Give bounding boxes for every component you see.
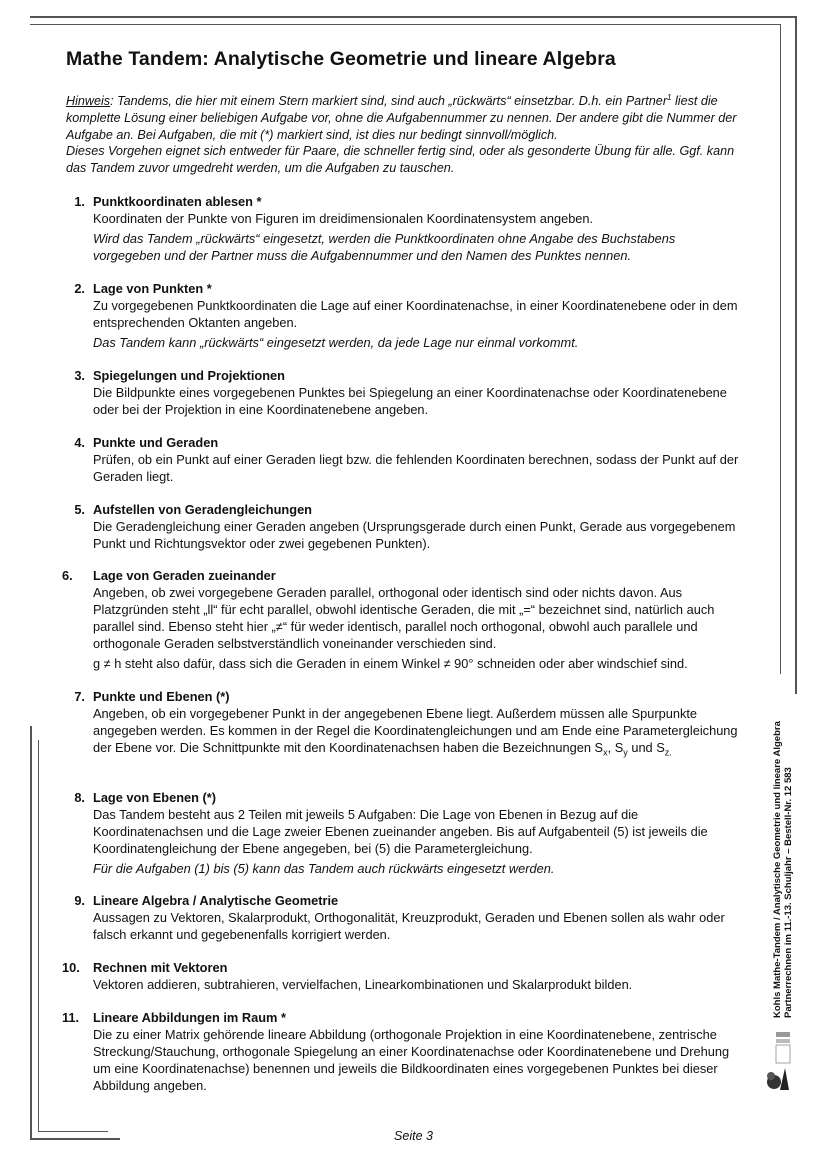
list-item [62,1009,746,1094]
hinweis-label: Hinweis [66,94,111,109]
item-description: Aussagen zu Vektoren, Skalarprodukt, Orthogonalität, Kreuzprodukt, Geraden und Ebenen sollen als wahr oder falsch erkannt und gegebenenfalls korrigiert werden. [93,910,725,942]
item-description: Das Tandem besteht aus 2 Teilen mit jeweils 5 Aufgaben: Die Lage von Ebenen in Bezug auf die Koordinatenachsen und die Lage zweier Ebenen zueinander angeben. Bis auf Aufgabenteil (5) ist jeweils die Koordinatengleichung der Ebene angegeben, bei (5) die Parametergleichung. [93,807,708,856]
item-heading: Lineare Algebra / Analytische Geometrie [93,893,339,908]
list-item [66,434,746,485]
item-number: 6. [62,568,73,583]
item-heading: Punktkoordinaten ablesen * [93,194,262,209]
item-description-text: Angeben, ob ein vorgegebener Punkt in der angegebenen Ebene liegt. Außerdem müssen alle Spurpunkte angegeben werden. Es kommen in der Regel die Koordinatengleichungen und am Ende eine Parametergleichung der Ebene vor. Die Schnittpunkte mit den Koordinatenachsen haben die Bezeichnungen S [93,706,738,755]
frame-top-line [30,16,796,18]
item-number: 4. [74,435,85,450]
item-note: Für die Aufgaben (1) bis (5) kann das Tandem auch rückwärts eingesetzt werden. [93,861,555,876]
item-description: Angeben, ob zwei vorgegebene Geraden parallel, orthogonal oder identisch sind oder nichts davon. Aus Platzgründen steht „ll“ für echt parallel, obwohl identische Geraden, die mit „=“ bezeichnet sind, natürlich auch parallel sind. Ebenso steht hier „≠“ für weder identisch, parallel noch orthogonal, obwohl auch parallele und orthogonale Geraden selbstverständlich voneinander verschieden sind. [93,585,715,651]
item-heading: Rechnen mit Vektoren [93,960,228,975]
item-number: 5. [74,502,85,517]
item-heading: Aufstellen von Geradengleichungen [93,502,313,517]
frame-top-line-inner [30,24,780,25]
item-number: 3. [74,368,85,383]
item-description: Koordinaten der Punkte von Figuren im dreidimensionalen Koordinatensystem angeben. [93,211,594,226]
item-heading: Lage von Punkten * [93,281,212,296]
separator: , S [607,740,624,755]
page-number: Seite 3 [394,1129,433,1143]
list-item [66,501,746,552]
item-note: Das Tandem kann „rückwärts“ eingesetzt werden, da jede Lage nur einmal vorkommt. [93,335,579,350]
footnote-marker: 1 [667,93,672,102]
item-description: Prüfen, ob ein Punkt auf einer Geraden liegt bzw. die fehlenden Koordinaten berechnen, sodass der Punkt auf der Geraden liegt. [93,452,739,484]
publisher-info-line-2: Partnerrechnen im 11.-13. Schuljahr – Bestell-Nr. 12 583 [783,767,794,1018]
frame-right-line [795,16,797,694]
intro-paragraph-2: Dieses Vorgehen eignet sich entweder für Paare, die schneller fertig sind, oder als gesonderte Übung für alle. Ggf. kann das Tandem zuvor umgedreht werden, um die Aufgaben zu tauschen. [66,144,735,175]
item-description: Die Bildpunkte eines vorgegebenen Punktes bei Spiegelung an einer Koordinatenachse oder Koordinatenebene oder bei der Projektion in eine Koordinatenebene angeben. [93,385,727,417]
item-heading: Lage von Ebenen (*) [93,790,217,805]
publisher-info [772,708,794,1018]
item-number: 7. [74,689,85,704]
item-number: 11. [62,1010,80,1025]
item-heading: Punkte und Ebenen (*) [93,689,230,704]
list-item [62,567,746,672]
period: . [669,747,672,758]
item-number: 9. [74,893,85,908]
frame-left-line [30,726,32,1139]
publisher-info-line-1: Kohls Mathe-Tandem / Analytische Geometrie und lineare Algebra [772,721,783,1018]
item-description: Die Geradengleichung einer Geraden angeben (Ursprungsgerade durch einen Punkt, Gerade aus vorgegebenem Punkt und Richtungsvektor oder zwei gegebenen Punkten). [93,519,736,551]
item-number: 1. [74,194,85,209]
list-item [66,688,746,762]
list-item [66,280,746,351]
item-description: Die zu einer Matrix gehörende lineare Abbildung (orthogonale Projektion in eine Koordinatenebene, zentrische Streckung/Stauchung, orthogonale Spiegelung an einer Koordinatenachse oder Koordinatenebene und Drehung um eine Koordinatenachse) benennen und jeweils die Bildkoordinaten eines vorgegebenen Punktes bei dieser Abbildung angeben. [93,1027,730,1093]
item-number: 10. [62,960,80,975]
item-number: 8. [74,790,85,805]
hinweis-text-a: : Tandems, die hier mit einem Stern markiert sind, sind auch „rückwärts“ einsetzbar. D.h. ein Partner [110,94,668,109]
page-title: Mathe Tandem: Analytische Geometrie und lineare Algebra [66,48,616,70]
publisher-logo-icon [765,1030,795,1092]
list-item [66,367,746,418]
list-item [62,959,746,993]
item-heading: Spiegelungen und Projektionen [93,368,285,383]
list-item [66,892,746,943]
frame-left-line-inner [38,740,39,1132]
item-note: Wird das Tandem „rückwärts“ eingesetzt, werden die Punktkoordinaten ohne Angabe des Buchstabens vorgegeben und der Partner muss die Aufgabennummer und den Namen des Punktes nennen. [93,231,676,263]
item-heading: Lage von Geraden zueinander [93,568,276,583]
item-heading: Lineare Abbildungen im Raum * [93,1010,286,1025]
subscript-y: y [623,747,628,758]
list-item [66,789,746,877]
separator: und S [627,740,665,755]
subscript-x: x [603,747,608,758]
item-extra-text: g ≠ h steht also dafür, dass sich die Geraden in einem Winkel ≠ 90° schneiden oder aber windschief sind. [93,656,688,671]
list-item [66,193,746,264]
item-description: Zu vorgegebenen Punktkoordinaten die Lage auf einer Koordinatenachse, in einer Koordinatenebene oder in dem entsprechenden Oktanten angeben. [93,298,738,330]
hinweis-text-b: liest die komplette Lösung einer beliebigen Aufgabe vor, ohne die Aufgabennummer zu nennen. Der andere gibt die Nummer der Aufgabe an. Bei Aufgaben, die mit (*) markiert sind, ist dies nur bedingt sinnvoll/möglich. [66,94,737,143]
item-heading: Punkte und Geraden [93,435,219,450]
subscript-z: z [664,747,670,758]
item-description: Vektoren addieren, subtrahieren, vervielfachen, Linearkombinationen und Skalarprodukt bilden. [93,977,633,992]
item-number: 2. [74,281,85,296]
item-description [93,705,746,762]
frame-right-line-inner [780,24,781,674]
hinweis-paragraph [66,89,746,144]
